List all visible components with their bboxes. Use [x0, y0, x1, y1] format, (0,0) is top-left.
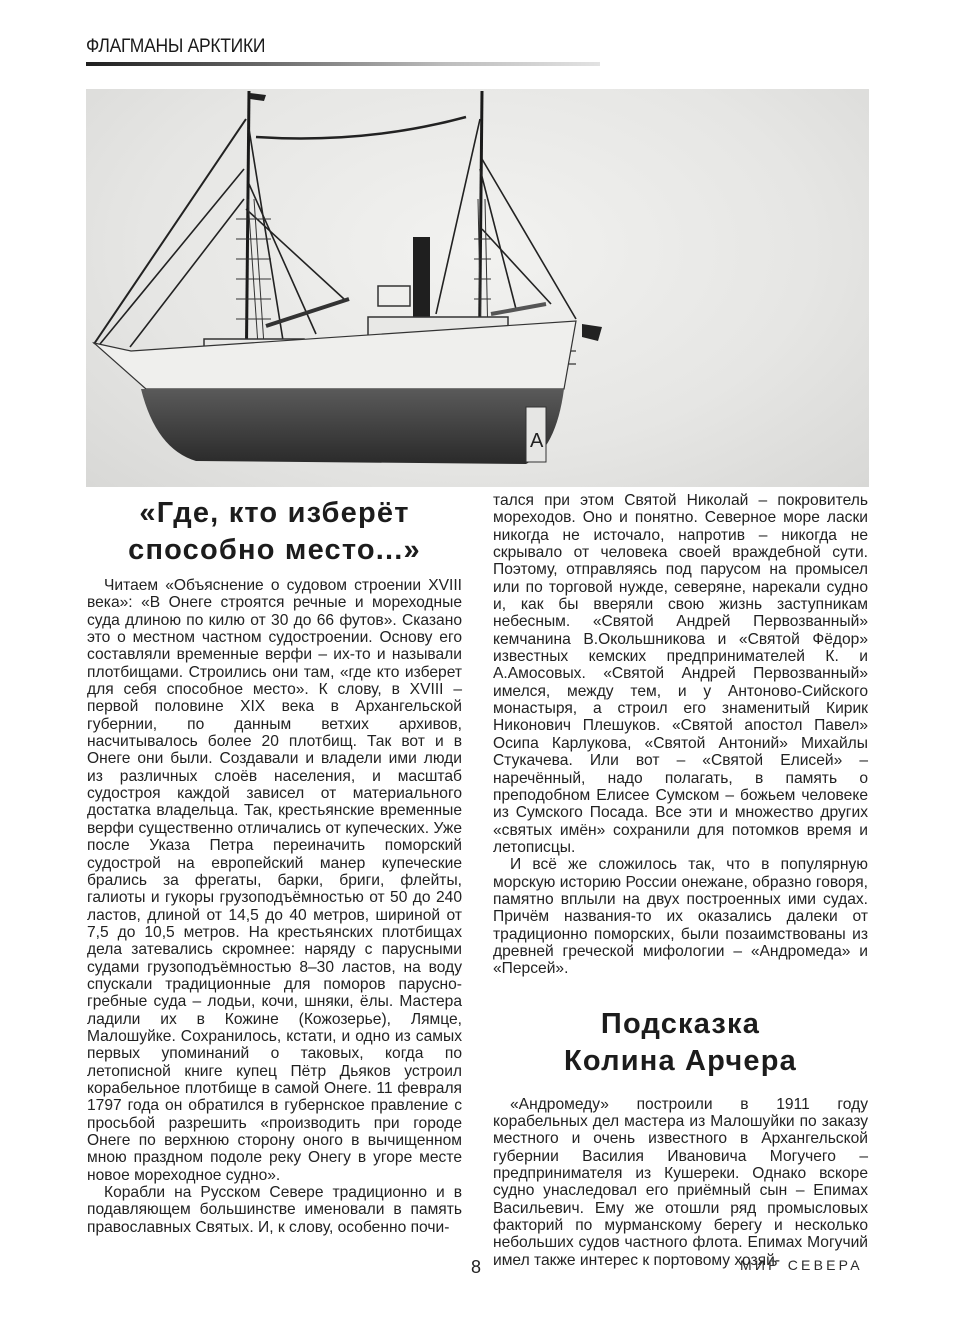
right-column — [493, 492, 868, 1269]
article-paragraph-2-continued: тался при этом Святой Николай – покровитель мореходов. Оно и понятно. Северное море ласки никогда не источало, напротив – никогда не скрывало от человека своей враждебной сути. Поэтому, отправляясь под парусом на промысел или по торговой нужде, северяне, нарекали судно и, как бы вверяли свою жизнь заступникам небесным. «Святой Андрей Первозванный» кемчанина В.Окольшникова и «Святой Фёдор» известных кемских предпринимателей К. и А.Амосовых. «Святой Андрей Первозванный» имелся, между тем, и у Антоново-Сийского монастыря, а строил его знаменитый Кирик Никонович Плешуков. «Святой апостол Павел» Осипа Карлукова, «Святой Антоний» Михайлы Стукачева. Или вот – «Святой Елисей» – наречённый, надо полагать, в память о преподобном Елисее Сумском – божьем человеке из Сумского Посада. Все эти и множество других «святых имён» сохранили для потомков время и летописцы. — [493, 492, 868, 856]
section-header: ФЛАГМАНЫ АРКТИКИ — [86, 36, 266, 57]
section2-paragraph-1: «Андромеду» построили в 1911 году корабельных дел мастера из Малошуйки по заказу местного и очень известного в Архангельской губернии Василия Ивановича Могучего – предпринимателя из Кушереки. Однако вскоре судно унаследовал его приёмный сын – Епимах Васильевич. Ему же отошли ряд промысловых факторий по мурманскому берегу и несколько небольших судов частного флота. Епимах Могучий имел также интерес к портовому хозяй- — [493, 1095, 868, 1269]
article-title — [87, 495, 462, 569]
article-title-line2: способно место...» — [128, 534, 421, 566]
subheading-line2: Колина Арчера — [564, 1044, 797, 1077]
article-paragraph-2-start: Корабли на Русском Севере традиционно и в подавляющем большинстве именовали в память православных Святых. И, к слову, особенно почи- — [87, 1184, 462, 1236]
header-gradient-rule — [86, 62, 600, 66]
subheading — [493, 1006, 868, 1080]
page-number: 8 — [471, 1257, 482, 1277]
stern-mark: А — [530, 430, 544, 452]
article-paragraph-3: И всё же сложилось так, что в популярную морскую историю России онежане, образно говоря, памятно вплыли на двух построенных ими судах. Причём названия-то их оказались далеки от традиционно поморских, были позаимствованы из древней греческой мифологии – «Андромеда» и «Персей». — [493, 856, 868, 978]
article-title-line1: «Где, кто изберёт — [139, 497, 410, 529]
left-column — [87, 492, 462, 1236]
subheading-line1: Подсказка — [600, 1007, 761, 1040]
article-paragraph-1: Читаем «Объяснение о судовом строении XVIII века»: «В Онеге строятся речные и мореходные суда длиною по килю от 30 до 66 футов». Сказано это о местном частном судостроении. Основу его составляли временные верфи – их-то и называли плотбищами. Строились они там, «где кто изберет для себя способное место». К слову, в XVIII – первой половине XIX века в Архангельской губернии, по данным ветхих архивов, насчитывалось более 20 плотбищ. Так вот и в Онеге они были. Создавали и владели ими люди из различных слоёв населения, и масштаб судостроя каждой зависел от материального достатка владельца. Так, крестьянские временные верфи существенно отличались от купеческих. Уже после Указа Петра переиначить поморский судострой на европейский манер купеческие брались за фрегаты, барки, бриги, флейты, галиоты и гукоры грузоподъёмностью от 50 до 240 ластов, длиной от 14,5 до 40 метров, шириной от 7,5 до 10,5 метров. На крестьянских плотбищах дела затевались скромнее: наряду с парусными судами грузоподъёмностью 8–30 ластов, на воду спускали традиционные для поморов парусно-гребные суда – лодьи, кочи, шняки, ёлы. Мастера ладили их в Кожине (Кожозерье), Лямце, Малошуйке. Сохранилось, кстати, и одно из самых первых упоминаний о таковых, когда по летописной книге купец Пётр Дьяков устроил корабельное плотбище в самой Онеге. 11 февраля 1797 года он обратился в губернское правление с просьбой разрешить «производить при городе Онеге по верхнюю сторону оного в вычищенном мною праздном подоле реку Онегу в угоре месте новое мореходное судно». — [87, 577, 462, 1184]
magazine-name: МИР СЕВЕРА — [740, 1257, 863, 1273]
ship-illustration-icon — [86, 89, 869, 487]
ship-photo — [86, 89, 869, 487]
